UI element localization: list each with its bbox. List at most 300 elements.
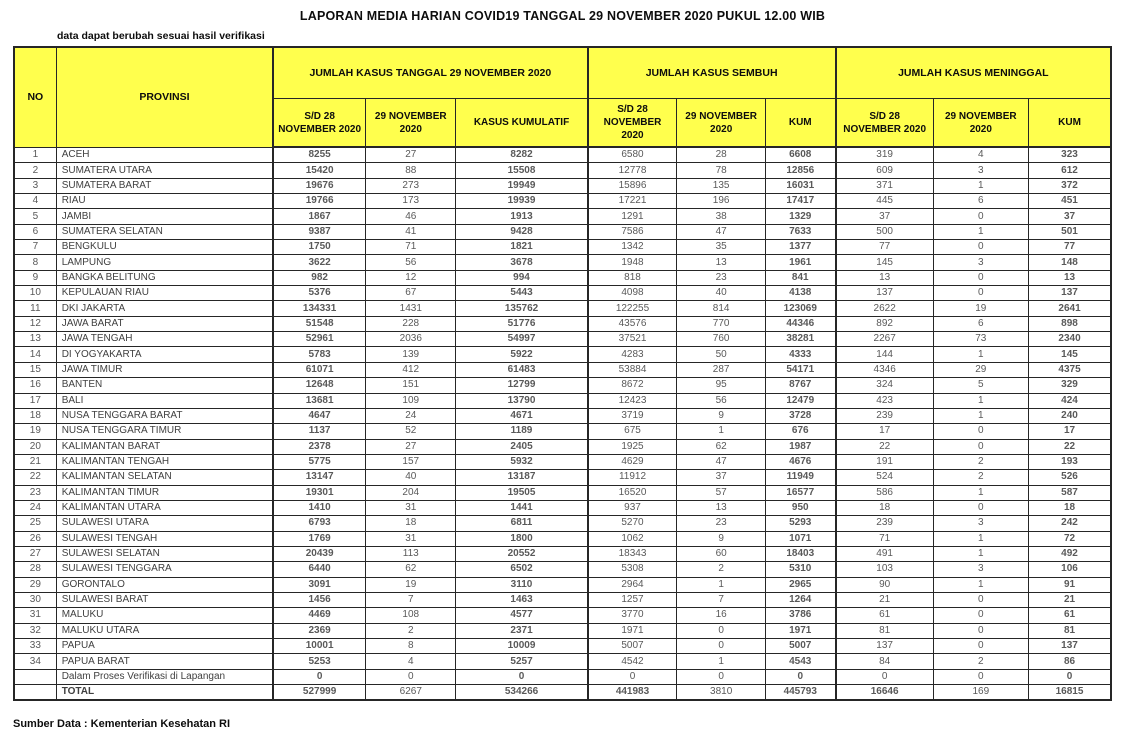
value-cell: 12778 (588, 163, 677, 178)
row-number-cell: 18 (14, 408, 56, 423)
value-cell: 56 (677, 393, 765, 408)
value-cell: 2964 (588, 577, 677, 592)
value-cell: 151 (366, 378, 456, 393)
province-cell: BALI (56, 393, 273, 408)
value-cell: 145 (1029, 347, 1111, 362)
value-cell: 8 (366, 639, 456, 654)
value-cell: 40 (677, 286, 765, 301)
value-cell: 1410 (273, 500, 365, 515)
value-cell: 81 (836, 623, 933, 638)
value-cell: 982 (273, 270, 365, 285)
value-cell: 814 (677, 301, 765, 316)
value-cell: 5270 (588, 516, 677, 531)
value-cell: 2 (933, 470, 1028, 485)
value-cell: 44346 (765, 316, 835, 331)
value-cell: 13 (677, 500, 765, 515)
value-cell: 1 (933, 347, 1028, 362)
table-row (14, 439, 1111, 454)
table-row (14, 316, 1111, 331)
value-cell: 228 (366, 316, 456, 331)
value-cell: 424 (1029, 393, 1111, 408)
province-cell: KALIMANTAN TIMUR (56, 485, 273, 500)
row-number-cell (14, 669, 56, 684)
value-cell: 77 (1029, 240, 1111, 255)
value-cell: 5293 (765, 516, 835, 531)
value-cell: 1800 (456, 531, 588, 546)
value-cell: 24 (366, 408, 456, 423)
value-cell: 9428 (456, 224, 588, 239)
value-cell: 4577 (456, 608, 588, 623)
value-cell: 43576 (588, 316, 677, 331)
province-cell: PAPUA (56, 639, 273, 654)
value-cell: 108 (366, 608, 456, 623)
value-cell: 412 (366, 362, 456, 377)
value-cell: 587 (1029, 485, 1111, 500)
row-number-cell: 11 (14, 301, 56, 316)
province-cell: SUMATERA SELATAN (56, 224, 273, 239)
value-cell: 1971 (765, 623, 835, 638)
province-cell: PAPUA BARAT (56, 654, 273, 669)
province-cell: RIAU (56, 194, 273, 209)
value-cell: 144 (836, 347, 933, 362)
province-cell: DI YOGYAKARTA (56, 347, 273, 362)
value-cell: 21 (1029, 592, 1111, 607)
value-cell: 1925 (588, 439, 677, 454)
total-value-cell: 534266 (456, 685, 588, 701)
value-cell: 19766 (273, 194, 365, 209)
value-cell: 12 (366, 270, 456, 285)
row-number-cell: 2 (14, 163, 56, 178)
value-cell: 20439 (273, 546, 365, 561)
value-cell: 4283 (588, 347, 677, 362)
value-cell: 7586 (588, 224, 677, 239)
province-cell: SULAWESI BARAT (56, 592, 273, 607)
value-cell: 371 (836, 178, 933, 193)
province-cell: JAWA BARAT (56, 316, 273, 331)
value-cell: 10001 (273, 639, 365, 654)
value-cell: 0 (933, 639, 1028, 654)
source-note: Sumber Data : Kementerian Kesehatan RI (13, 718, 231, 731)
value-cell: 16 (677, 608, 765, 623)
value-cell: 123069 (765, 301, 835, 316)
sub-header-kasus-sd28: S/D 28 NOVEMBER 2020 (273, 99, 365, 148)
value-cell: 0 (933, 240, 1028, 255)
value-cell: 71 (836, 531, 933, 546)
value-cell: 137 (836, 286, 933, 301)
value-cell: 13790 (456, 393, 588, 408)
value-cell: 329 (1029, 378, 1111, 393)
sub-header-meninggal-29nov: 29 NOVEMBER 2020 (933, 99, 1028, 148)
table-row (14, 224, 1111, 239)
total-value-cell: 169 (933, 685, 1028, 701)
province-cell: GORONTALO (56, 577, 273, 592)
value-cell: 0 (765, 669, 835, 684)
value-cell: 71 (366, 240, 456, 255)
row-number-cell: 32 (14, 623, 56, 638)
value-cell: 27 (366, 439, 456, 454)
row-number-cell: 19 (14, 424, 56, 439)
value-cell: 451 (1029, 194, 1111, 209)
value-cell: 148 (1029, 255, 1111, 270)
value-cell: 2378 (273, 439, 365, 454)
province-cell: JAMBI (56, 209, 273, 224)
value-cell: 1867 (273, 209, 365, 224)
value-cell: 1264 (765, 592, 835, 607)
sub-header-sembuh-sd28: S/D 28 NOVEMBER 2020 (588, 99, 677, 148)
value-cell: 5308 (588, 562, 677, 577)
row-number-cell: 14 (14, 347, 56, 362)
value-cell: 6440 (273, 562, 365, 577)
value-cell: 16031 (765, 178, 835, 193)
value-cell: 6811 (456, 516, 588, 531)
value-cell: 841 (765, 270, 835, 285)
province-cell: KALIMANTAN TENGAH (56, 454, 273, 469)
value-cell: 62 (366, 562, 456, 577)
total-value-cell: 445793 (765, 685, 835, 701)
value-cell: 11912 (588, 470, 677, 485)
value-cell: 40 (366, 470, 456, 485)
value-cell: 13681 (273, 393, 365, 408)
value-cell: 1456 (273, 592, 365, 607)
value-cell: 1062 (588, 531, 677, 546)
value-cell: 323 (1029, 147, 1111, 163)
group-header-meninggal: JUMLAH KASUS MENINGGAL (836, 47, 1111, 99)
value-cell: 4375 (1029, 362, 1111, 377)
value-cell: 0 (933, 592, 1028, 607)
value-cell: 139 (366, 347, 456, 362)
value-cell: 0 (677, 623, 765, 638)
value-cell: 423 (836, 393, 933, 408)
value-cell: 609 (836, 163, 933, 178)
value-cell: 18403 (765, 546, 835, 561)
value-cell: 273 (366, 178, 456, 193)
value-cell: 3728 (765, 408, 835, 423)
row-number-cell: 33 (14, 639, 56, 654)
value-cell: 13 (677, 255, 765, 270)
value-cell: 287 (677, 362, 765, 377)
row-number-cell: 10 (14, 286, 56, 301)
value-cell: 239 (836, 516, 933, 531)
value-cell: 17 (836, 424, 933, 439)
value-cell: 137 (1029, 286, 1111, 301)
value-cell: 1 (933, 178, 1028, 193)
value-cell: 16520 (588, 485, 677, 500)
value-cell: 1 (677, 424, 765, 439)
value-cell: 77 (836, 240, 933, 255)
value-cell: 2 (933, 654, 1028, 669)
value-cell: 892 (836, 316, 933, 331)
col-header-no: NO (14, 47, 56, 147)
value-cell: 37 (1029, 209, 1111, 224)
value-cell: 17221 (588, 194, 677, 209)
value-cell: 17417 (765, 194, 835, 209)
total-label-cell: TOTAL (56, 685, 273, 701)
row-number-cell: 30 (14, 592, 56, 607)
value-cell: 31 (366, 531, 456, 546)
value-cell: 6608 (765, 147, 835, 163)
value-cell: 4543 (765, 654, 835, 669)
value-cell: 193 (1029, 454, 1111, 469)
value-cell: 4629 (588, 454, 677, 469)
value-cell: 2 (677, 562, 765, 577)
value-cell: 5775 (273, 454, 365, 469)
province-cell: DKI JAKARTA (56, 301, 273, 316)
value-cell: 0 (933, 286, 1028, 301)
value-cell: 11949 (765, 470, 835, 485)
table-row (14, 209, 1111, 224)
value-cell: 61483 (456, 362, 588, 377)
value-cell: 51776 (456, 316, 588, 331)
value-cell: 1441 (456, 500, 588, 515)
value-cell: 31 (366, 500, 456, 515)
row-number-cell: 26 (14, 531, 56, 546)
value-cell: 8672 (588, 378, 677, 393)
province-cell: LAMPUNG (56, 255, 273, 270)
value-cell: 2405 (456, 439, 588, 454)
value-cell: 4346 (836, 362, 933, 377)
value-cell: 0 (933, 500, 1028, 515)
value-cell: 898 (1029, 316, 1111, 331)
value-cell: 9 (677, 531, 765, 546)
value-cell: 15420 (273, 163, 365, 178)
value-cell: 13 (836, 270, 933, 285)
value-cell: 73 (933, 332, 1028, 347)
value-cell: 1 (677, 577, 765, 592)
row-number-cell: 20 (14, 439, 56, 454)
table-row (14, 669, 1111, 684)
value-cell: 2369 (273, 623, 365, 638)
value-cell: 676 (765, 424, 835, 439)
value-cell: 1 (933, 408, 1028, 423)
province-cell: NUSA TENGGARA TIMUR (56, 424, 273, 439)
table-row (14, 592, 1111, 607)
value-cell: 113 (366, 546, 456, 561)
value-cell: 46 (366, 209, 456, 224)
value-cell: 78 (677, 163, 765, 178)
province-cell: BANTEN (56, 378, 273, 393)
row-number-cell: 8 (14, 255, 56, 270)
province-cell: JAWA TENGAH (56, 332, 273, 347)
table-row (14, 654, 1111, 669)
row-number-cell: 1 (14, 147, 56, 163)
value-cell: 2036 (366, 332, 456, 347)
value-cell: 675 (588, 424, 677, 439)
value-cell: 0 (456, 669, 588, 684)
value-cell: 5922 (456, 347, 588, 362)
value-cell: 95 (677, 378, 765, 393)
province-cell: KALIMANTAN BARAT (56, 439, 273, 454)
value-cell: 62 (677, 439, 765, 454)
value-cell: 13187 (456, 470, 588, 485)
value-cell: 3622 (273, 255, 365, 270)
total-value-cell: 3810 (677, 685, 765, 701)
table-row (14, 516, 1111, 531)
value-cell: 1 (677, 654, 765, 669)
total-value-cell: 6267 (366, 685, 456, 701)
province-cell: ACEH (56, 147, 273, 163)
table-row (14, 163, 1111, 178)
value-cell: 5310 (765, 562, 835, 577)
value-cell: 1342 (588, 240, 677, 255)
province-cell: NUSA TENGGARA BARAT (56, 408, 273, 423)
province-cell: SULAWESI TENGGARA (56, 562, 273, 577)
value-cell: 7633 (765, 224, 835, 239)
value-cell: 492 (1029, 546, 1111, 561)
value-cell: 1 (933, 485, 1028, 500)
table-row (14, 608, 1111, 623)
value-cell: 3 (933, 255, 1028, 270)
value-cell: 818 (588, 270, 677, 285)
value-cell: 1377 (765, 240, 835, 255)
value-cell: 12856 (765, 163, 835, 178)
value-cell: 16577 (765, 485, 835, 500)
province-cell: MALUKU UTARA (56, 623, 273, 638)
table-row (14, 531, 1111, 546)
value-cell: 19505 (456, 485, 588, 500)
value-cell: 38 (677, 209, 765, 224)
value-cell: 19 (933, 301, 1028, 316)
row-number-cell (14, 685, 56, 701)
row-number-cell: 3 (14, 178, 56, 193)
value-cell: 0 (366, 669, 456, 684)
sub-header-kasus-29nov: 29 NOVEMBER 2020 (366, 99, 456, 148)
table-row (14, 454, 1111, 469)
value-cell: 4469 (273, 608, 365, 623)
value-cell: 13147 (273, 470, 365, 485)
value-cell: 1329 (765, 209, 835, 224)
value-cell: 2 (366, 623, 456, 638)
value-cell: 3 (933, 562, 1028, 577)
value-cell: 7 (677, 592, 765, 607)
value-cell: 20552 (456, 546, 588, 561)
page-title: LAPORAN MEDIA HARIAN COVID19 TANGGAL 29 NOVEMBER 2020 PUKUL 12.00 WIB (299, 9, 826, 23)
value-cell: 372 (1029, 178, 1111, 193)
data-verification-note: data dapat berubah sesuai hasil verifikasi (57, 30, 265, 42)
value-cell: 18 (366, 516, 456, 531)
value-cell: 5443 (456, 286, 588, 301)
table-row (14, 485, 1111, 500)
total-value-cell: 441983 (588, 685, 677, 701)
value-cell: 9 (677, 408, 765, 423)
value-cell: 0 (677, 669, 765, 684)
value-cell: 0 (836, 669, 933, 684)
value-cell: 0 (933, 608, 1028, 623)
value-cell: 18 (836, 500, 933, 515)
sub-header-sembuh-29nov: 29 NOVEMBER 2020 (677, 99, 765, 148)
total-row (14, 685, 1111, 701)
value-cell: 17 (1029, 424, 1111, 439)
value-cell: 106 (1029, 562, 1111, 577)
value-cell: 3678 (456, 255, 588, 270)
value-cell: 50 (677, 347, 765, 362)
value-cell: 1987 (765, 439, 835, 454)
table-row (14, 623, 1111, 638)
value-cell: 51548 (273, 316, 365, 331)
value-cell: 2965 (765, 577, 835, 592)
value-cell: 1431 (366, 301, 456, 316)
value-cell: 6 (933, 316, 1028, 331)
value-cell: 18 (1029, 500, 1111, 515)
value-cell: 53884 (588, 362, 677, 377)
value-cell: 3 (933, 163, 1028, 178)
row-number-cell: 25 (14, 516, 56, 531)
value-cell: 1821 (456, 240, 588, 255)
value-cell: 15508 (456, 163, 588, 178)
value-cell: 5257 (456, 654, 588, 669)
province-cell: SULAWESI TENGAH (56, 531, 273, 546)
row-number-cell: 6 (14, 224, 56, 239)
value-cell: 19676 (273, 178, 365, 193)
value-cell: 35 (677, 240, 765, 255)
value-cell: 52961 (273, 332, 365, 347)
value-cell: 47 (677, 454, 765, 469)
value-cell: 491 (836, 546, 933, 561)
value-cell: 2641 (1029, 301, 1111, 316)
value-cell: 5253 (273, 654, 365, 669)
value-cell: 1948 (588, 255, 677, 270)
table-row (14, 639, 1111, 654)
value-cell: 6793 (273, 516, 365, 531)
value-cell: 5932 (456, 454, 588, 469)
table-row (14, 470, 1111, 485)
value-cell: 3 (933, 516, 1028, 531)
value-cell: 29 (933, 362, 1028, 377)
value-cell: 4671 (456, 408, 588, 423)
table-row (14, 577, 1111, 592)
value-cell: 157 (366, 454, 456, 469)
value-cell: 0 (273, 669, 365, 684)
value-cell: 1769 (273, 531, 365, 546)
value-cell: 137 (1029, 639, 1111, 654)
value-cell: 47 (677, 224, 765, 239)
table-row (14, 147, 1111, 163)
value-cell: 9387 (273, 224, 365, 239)
value-cell: 37 (677, 470, 765, 485)
value-cell: 1 (933, 224, 1028, 239)
table-row (14, 362, 1111, 377)
value-cell: 18343 (588, 546, 677, 561)
value-cell: 135762 (456, 301, 588, 316)
table-row (14, 562, 1111, 577)
total-value-cell: 16646 (836, 685, 933, 701)
table-row (14, 500, 1111, 515)
value-cell: 4 (933, 147, 1028, 163)
value-cell: 67 (366, 286, 456, 301)
value-cell: 23 (677, 516, 765, 531)
group-header-sembuh: JUMLAH KASUS SEMBUH (588, 47, 836, 99)
value-cell: 204 (366, 485, 456, 500)
table-body (14, 147, 1111, 700)
value-cell: 54171 (765, 362, 835, 377)
value-cell: 5007 (765, 639, 835, 654)
value-cell: 6 (933, 194, 1028, 209)
sub-header-sembuh-kum: KUM (765, 99, 835, 148)
value-cell: 173 (366, 194, 456, 209)
value-cell: 1750 (273, 240, 365, 255)
value-cell: 19 (366, 577, 456, 592)
value-cell: 109 (366, 393, 456, 408)
row-number-cell: 29 (14, 577, 56, 592)
value-cell: 2267 (836, 332, 933, 347)
row-number-cell: 31 (14, 608, 56, 623)
value-cell: 0 (933, 439, 1028, 454)
row-number-cell: 12 (14, 316, 56, 331)
value-cell: 4542 (588, 654, 677, 669)
group-header-kasus: JUMLAH KASUS TANGGAL 29 NOVEMBER 2020 (273, 47, 587, 99)
table-row (14, 270, 1111, 285)
sub-header-meninggal-sd28: S/D 28 NOVEMBER 2020 (836, 99, 933, 148)
value-cell: 1463 (456, 592, 588, 607)
